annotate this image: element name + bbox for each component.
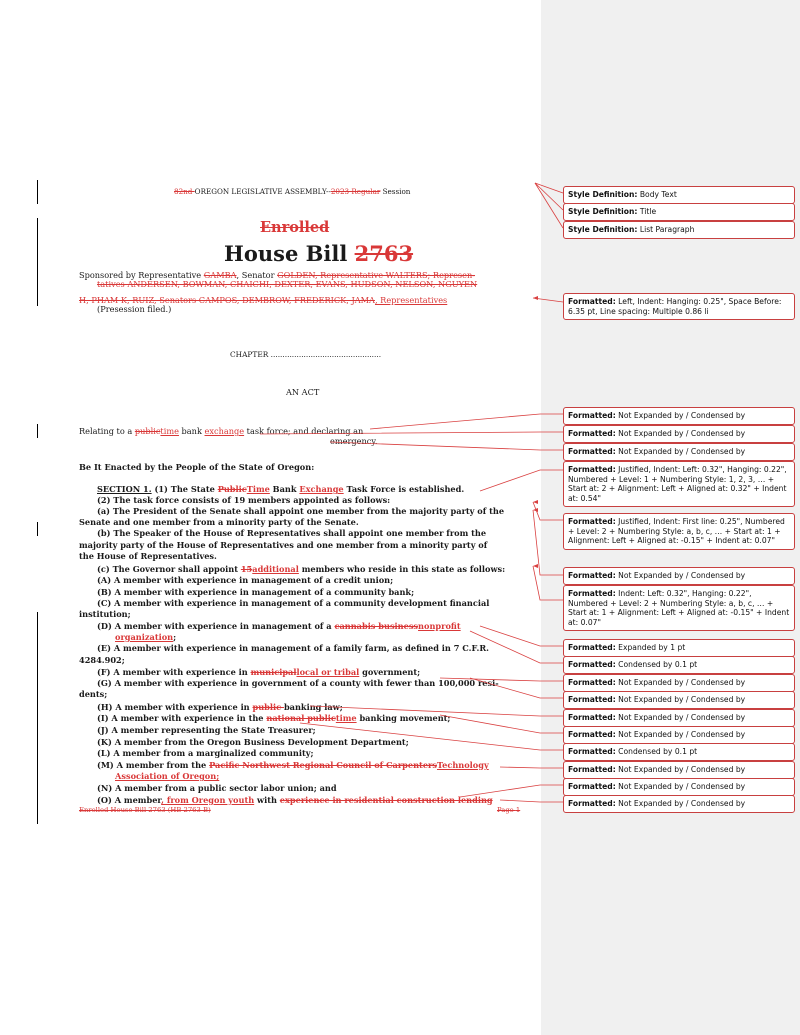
comment-balloon[interactable]: [563, 443, 795, 461]
para-b-cont: the House of Representatives.: [79, 551, 217, 561]
sponsors-line2: tatives ANDERSEN, BOWMAN, CHAICHI, DEXTER, EVANS, HUDSON, NELSON, NGUYEN: [97, 279, 478, 289]
comment-balloon[interactable]: [563, 186, 795, 204]
text: banking law;: [283, 702, 343, 712]
balloon-value: Left, Indent: Hanging: 0.25", Space Before: 6.35 pt, Line spacing: Multiple 0.86 li: [568, 297, 782, 316]
item-A: (A) A member with experience in management of a credit union;: [97, 575, 394, 585]
deleted-text: 2023 Regular: [330, 187, 381, 196]
deleted-text: cannabis business: [334, 621, 419, 631]
text: government;: [359, 667, 421, 677]
balloon-key: Formatted:: [568, 589, 616, 598]
header-text: Session: [380, 187, 411, 196]
comment-balloon[interactable]: [563, 691, 795, 709]
header-text: OREGON LEGISLATIVE ASSEMBLY--: [194, 187, 331, 196]
text: (H) A member with experience in: [97, 702, 253, 712]
balloon-value: Condensed by 0.1 pt: [615, 747, 698, 756]
text: banking movement;: [356, 713, 451, 723]
balloon-value: Justified, Indent: Left: 0.32", Hanging: 0.22", Numbered + Level: 1 + Numbering Style: 1, 2, 3, … + Start at: 2 + Alignment: Left + Aligned at: 0.32" + Indent at: 0.54": [568, 465, 787, 503]
comment-balloon[interactable]: [563, 709, 795, 727]
item-N: (N) A member from a public sector labor union; and: [97, 783, 337, 793]
comment-balloon[interactable]: [563, 743, 795, 761]
text: (c) The Governor shall appoint: [97, 564, 241, 574]
inserted-text: additional: [252, 564, 299, 574]
balloon-value: Title: [637, 207, 657, 216]
balloon-value: Not Expanded by / Condensed by: [615, 429, 746, 438]
balloon-value: Not Expanded by / Condensed by: [615, 765, 746, 774]
item-E-cont: 4284.902;: [79, 655, 125, 665]
para-b-cont: majority party of the House of Representatives and one member from a minority party of: [79, 540, 488, 550]
deleted-text: GAMBA: [203, 270, 237, 280]
subsection-2: (2) The task force consists of 19 members appointed as follows:: [97, 495, 391, 505]
balloon-key: Formatted:: [568, 571, 616, 580]
inserted-text: nonprofit: [418, 621, 461, 631]
deleted-text: experience in residential construction lending: [279, 795, 493, 805]
balloon-key: Formatted:: [568, 447, 616, 456]
comment-balloon[interactable]: [563, 726, 795, 744]
item-C: (C) A member with experience in management of a community development financial: [97, 598, 490, 608]
text: members who reside in this state as follows:: [298, 564, 506, 574]
balloon-value: Not Expanded by / Condensed by: [615, 571, 746, 580]
deleted-text: 15: [240, 564, 253, 574]
text: with: [254, 795, 280, 805]
balloon-key: Style Definition:: [568, 225, 638, 234]
item-K: (K) A member from the Oregon Business Development Department;: [97, 737, 409, 747]
deleted-text: national public: [266, 713, 336, 723]
balloon-value: Indent: Left: 0.32", Hanging: 0.22", Numbered + Level: 2 + Numbering Style: a, b, c, … + Start at: 1 + Alignment: Left + Aligned at: -0.15" + Indent at: 0.07": [568, 589, 790, 627]
item-B: (B) A member with experience in management of a community bank;: [97, 587, 415, 597]
text: (D) A member with experience in management of a: [97, 621, 335, 631]
presession-filed: (Presession filed.): [97, 304, 172, 314]
balloon-value: List Paragraph: [637, 225, 695, 234]
balloon-key: Style Definition:: [568, 190, 638, 199]
comment-balloon[interactable]: [563, 407, 795, 425]
comment-balloon[interactable]: [563, 585, 795, 631]
sponsor-text: , Senator: [236, 270, 278, 280]
an-act: AN ACT: [286, 387, 320, 397]
balloon-key: Formatted:: [568, 411, 616, 420]
comment-balloon[interactable]: [563, 656, 795, 674]
text: Relating to a: [79, 426, 135, 436]
item-G-cont: dents;: [79, 689, 108, 699]
text: (O) A member: [97, 795, 162, 805]
comment-balloon[interactable]: [563, 778, 795, 796]
text: Bank: [269, 484, 300, 494]
item-C-cont: institution;: [79, 609, 131, 619]
enacting-clause: Be It Enacted by the People of the State of Oregon:: [79, 462, 315, 472]
balloon-key: Formatted:: [568, 747, 616, 756]
inserted-text: Technology: [436, 760, 489, 770]
chapter-line: CHAPTER ...............................................: [230, 350, 382, 359]
balloon-key: Formatted:: [568, 713, 616, 722]
balloon-key: Formatted:: [568, 678, 616, 687]
text: bank: [178, 426, 205, 436]
item-G: (G) A member with experience in government of a county with fewer than 100,000 resi-: [97, 678, 499, 688]
balloon-key: Formatted:: [568, 765, 616, 774]
text: Task Force is established.: [343, 484, 465, 494]
deleted-text: H, PHAM K, RUIZ, Senators CAMPOS, DEMBROW, FREDERICK, JAMA: [79, 295, 375, 305]
balloon-value: Not Expanded by / Condensed by: [615, 695, 746, 704]
deleted-text: Public: [217, 484, 247, 494]
sponsor-text: Sponsored by Representative: [79, 270, 204, 280]
bill-prefix: House Bill: [224, 241, 355, 266]
comment-balloon[interactable]: [563, 461, 795, 507]
text: ;: [173, 632, 177, 642]
inserted-text: Association of Oregon;: [115, 771, 220, 781]
balloon-key: Formatted:: [568, 695, 616, 704]
inserted-text: organization: [115, 632, 174, 642]
balloon-key: Formatted:: [568, 465, 616, 474]
comment-balloon[interactable]: [563, 639, 795, 657]
deleted-text: municipal: [250, 667, 297, 677]
inserted-text: , Representatives: [374, 295, 448, 305]
para-b: (b) The Speaker of the House of Representatives shall appoint one member from the: [97, 528, 487, 538]
balloon-key: Formatted:: [568, 517, 616, 526]
inserted-text: time: [335, 713, 357, 723]
deleted-text: 82nd: [174, 187, 195, 196]
para-a: (a) The President of the Senate shall appoint one member from the majority party of the: [97, 506, 505, 516]
relating-clause-end: emergency.: [330, 436, 378, 446]
para-a-cont: Senate and one member from a minority party of the Senate.: [79, 517, 359, 527]
deleted-text: Pacific Northwest Regional Council of Carpenters: [209, 760, 437, 770]
balloon-value: Condensed by 0.1 pt: [615, 660, 698, 669]
comment-balloon[interactable]: [563, 221, 795, 239]
balloon-value: Not Expanded by / Condensed by: [615, 799, 746, 808]
balloon-value: Not Expanded by / Condensed by: [615, 782, 746, 791]
inserted-text: Time: [246, 484, 270, 494]
balloon-key: Formatted:: [568, 297, 616, 306]
balloon-key: Formatted:: [568, 782, 616, 791]
text: task force; and declaring an: [244, 426, 364, 436]
item-L: (L) A member from a marginalized community;: [97, 748, 314, 758]
balloon-value: Not Expanded by / Condensed by: [615, 447, 746, 456]
text: (F) A member with experience in: [97, 667, 251, 677]
comment-balloon[interactable]: [563, 761, 795, 779]
balloon-value: Not Expanded by / Condensed by: [615, 730, 746, 739]
inserted-text: exchange: [204, 426, 245, 436]
balloon-key: Formatted:: [568, 730, 616, 739]
bill-number: 2763: [354, 241, 414, 266]
balloon-value: Justified, Indent: First line: 0.25", Numbered + Level: 2 + Numbering Style: a, b, c, … + Start at: 1 + Alignment: Left + Aligned at: -0.15" + Indent at: 0.07": [568, 517, 785, 545]
text: (I) A member with experience in the: [97, 713, 267, 723]
balloon-value: Not Expanded by / Condensed by: [615, 411, 746, 420]
balloon-value: Not Expanded by / Condensed by: [615, 713, 746, 722]
deleted-text: public: [252, 702, 284, 712]
balloon-value: Not Expanded by / Condensed by: [615, 678, 746, 687]
item-J: (J) A member representing the State Treasurer;: [97, 725, 316, 735]
inserted-text: , from Oregon youth: [161, 795, 255, 805]
inserted-text: Exchange: [299, 484, 344, 494]
balloon-key: Formatted:: [568, 429, 616, 438]
balloon-value: Body Text: [637, 190, 677, 199]
balloon-key: Formatted:: [568, 799, 616, 808]
page-label: Page: [497, 806, 516, 814]
comment-balloon[interactable]: [563, 513, 795, 550]
text: (M) A member from the: [97, 760, 210, 770]
text: (1) The State: [151, 484, 218, 494]
comment-balloon[interactable]: [563, 567, 795, 585]
footer-left: Enrolled House Bill 2763 (HB 2763-B): [79, 806, 211, 814]
comment-balloon[interactable]: [563, 674, 795, 692]
balloon-value: Expanded by 1 pt: [615, 643, 686, 652]
balloon-key: Style Definition:: [568, 207, 638, 216]
inserted-text: local or tribal: [296, 667, 360, 677]
comment-balloon[interactable]: [563, 203, 795, 221]
comment-balloon[interactable]: [563, 293, 795, 320]
balloon-key: Formatted:: [568, 660, 616, 669]
inserted-text: time: [160, 426, 179, 436]
section-number: SECTION 1.: [97, 484, 152, 494]
page-number: 1: [515, 806, 521, 814]
comment-balloon[interactable]: [563, 425, 795, 443]
comment-balloon[interactable]: [563, 795, 795, 813]
deleted-text: public: [134, 426, 161, 436]
item-E: (E) A member with experience in management of a family farm, as defined in 7 C.F.R.: [97, 643, 489, 653]
balloon-key: Formatted:: [568, 643, 616, 652]
enrolled-title: Enrolled: [260, 219, 330, 236]
deleted-text: GOLDEN, Representative WALTERS; Represen-: [277, 270, 476, 280]
